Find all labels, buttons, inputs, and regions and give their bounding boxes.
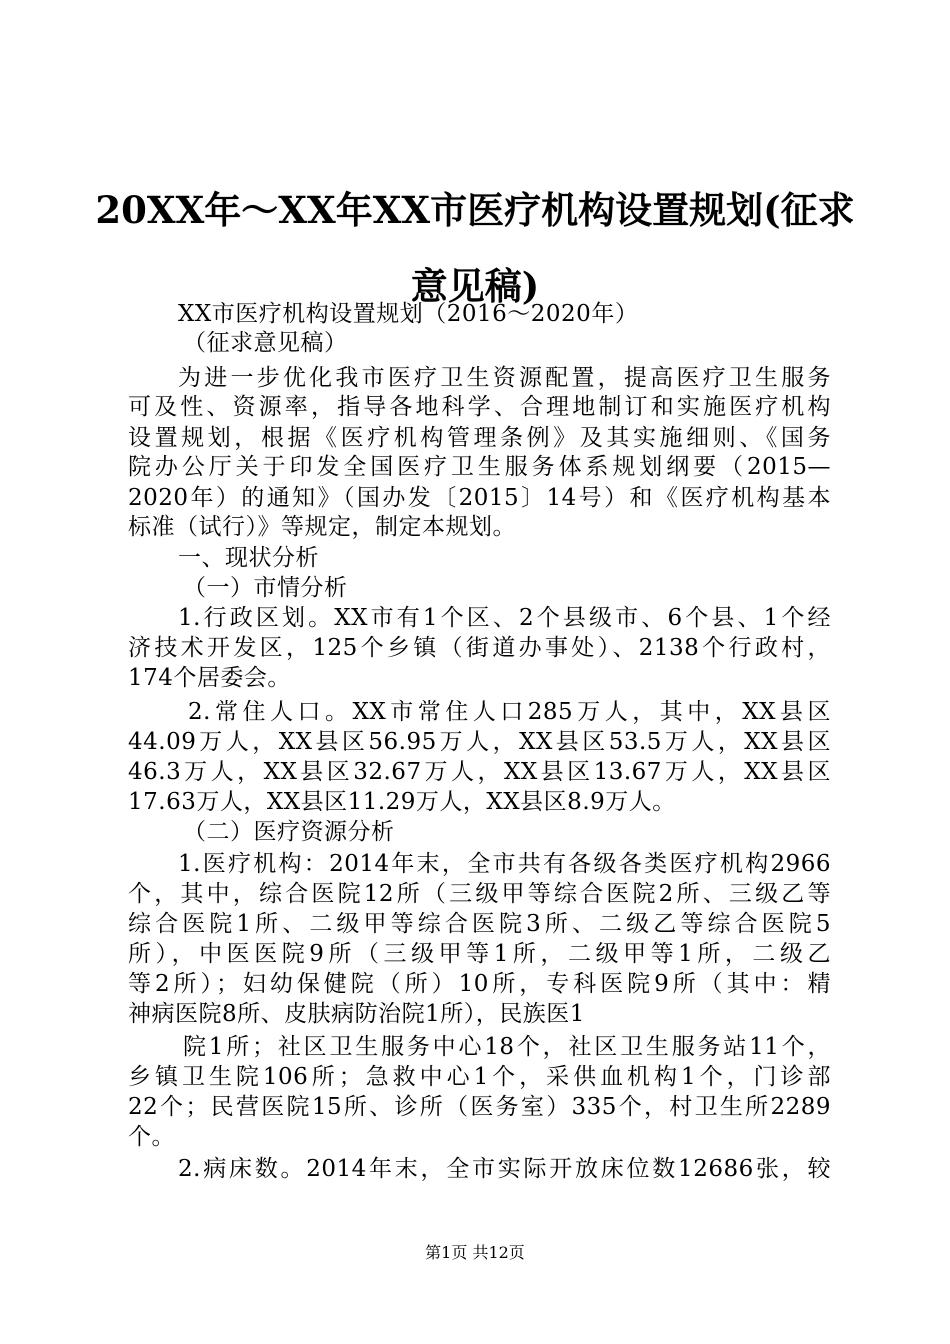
paragraph-line: 设置规划，根据《医疗机构管理条例》及其实施细则、《国务 [128,425,831,451]
paragraph-line: 2.常住人口。XX市常住人口285万人，其中，XX县区 [188,699,831,725]
paragraph-line: 个，其中，综合医院12所（三级甲等综合医院2所、三级乙等 [128,881,831,907]
paragraph-line: 济技术开发区，125个乡镇（街道办事处）、2138个行政村， [128,635,831,661]
paragraph-line: 22个；民营医院15所、诊所（医务室）335个，村卫生所2289 [128,1094,831,1120]
paragraph-line: 46.3万人，XX县区32.67万人，XX县区13.67万人，XX县区 [128,759,831,785]
title-line-2: 意见稿) [410,264,540,308]
paragraph-line: 所），中医医院9所（三级甲等1所，二级甲等1所，二级乙 [128,941,831,967]
paragraph-line: 1.行政区划。XX市有1个区、2个县级市、6个县、1个经 [178,605,831,631]
paragraph-line: 院1所；社区卫生服务中心18个，社区卫生服务站11个， [183,1034,831,1060]
paragraph-line: 可及性、资源率，指导各地科学、合理地制订和实施医疗机构 [128,394,831,420]
draft-note: （征求意见稿） [183,330,348,356]
section-heading: 一、现状分析 [178,545,319,571]
paragraph-line: 标准（试行）》等规定，制定本规划。 [128,514,516,540]
paragraph-line: 44.09万人，XX县区56.95万人，XX县区53.5万人，XX县区 [128,729,831,755]
paragraph-line: 等2所）；妇幼保健院（所）10所，专科医院9所（其中：精 [128,971,831,997]
paragraph-line: 为进一步优化我市医疗卫生资源配置，提高医疗卫生服务 [178,365,831,391]
paragraph-line: 个。 [128,1124,175,1150]
paragraph-line: 综合医院1所、二级甲等综合医院3所、二级乙等综合医院5 [128,911,831,937]
title-line-1: 20XX年～XX年XX市医疗机构设置规划(征求 [95,188,855,232]
paragraph-line: 17.63万人，XX县区11.29万人，XX县区8.9万人。 [128,789,676,815]
paragraph-line: 174个居委会。 [128,665,291,691]
subtitle: XX市医疗机构设置规划（2016～2020年） [178,301,639,327]
subsection-heading: （二）医疗资源分析 [183,819,395,845]
paragraph-line: 乡镇卫生院106所；急救中心1个，采供血机构1个，门诊部 [128,1064,831,1090]
paragraph-line: 2.病床数。2014年末，全市实际开放床位数12686张，较 [178,1156,831,1182]
paragraph-line: 神病医院8所、皮肤病防治院1所），民族医1 [128,1001,585,1027]
paragraph-line: 院办公厅关于印发全国医疗卫生服务体系规划纲要（2015— [128,454,831,480]
page-number-footer: 第1页 共12页 [425,1243,525,1262]
paragraph-line: 1.医疗机构：2014年末，全市共有各级各类医疗机构2966 [178,851,831,877]
paragraph-line: 2020年）的通知》（国办发〔2015〕14号）和《医疗机构基本 [128,485,831,511]
subsection-heading: （一）市情分析 [183,575,348,601]
